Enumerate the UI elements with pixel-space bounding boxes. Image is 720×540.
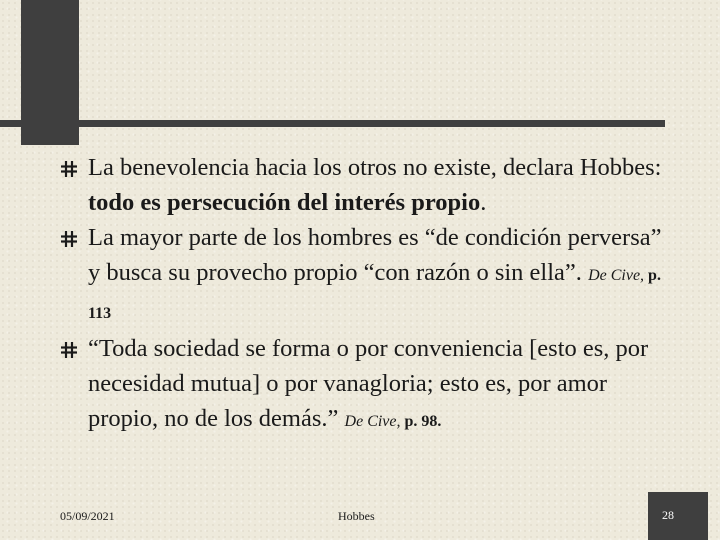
bullet-text: “Toda sociedad se forma o por conveniencia [esto es, por necesidad mutua] o por vanagloria; esto es, por amor propio, no de los demás.” <box>88 335 649 432</box>
hash-bullet-icon <box>60 230 78 248</box>
bullet-text: La mayor parte de los hombres es “de condición perversa” y busca su provecho propio “con razón o sin ella”. <box>88 224 662 286</box>
bullet-item <box>60 220 670 331</box>
citation-page: p. 113 <box>88 267 661 322</box>
footer-date: 05/09/2021 <box>60 509 115 523</box>
citation-title: De Cive, <box>344 413 401 430</box>
citation-page: p. 98. <box>400 413 442 430</box>
footer-title: Hobbes <box>338 509 375 523</box>
decorative-top-rule <box>0 120 665 127</box>
page-number-box <box>648 492 708 540</box>
bullet-item <box>60 331 670 439</box>
hash-bullet-icon <box>60 160 78 178</box>
citation-title: De Cive, <box>588 267 645 284</box>
slide-body <box>60 150 670 439</box>
citation <box>345 413 442 430</box>
bullet-text: La benevolencia hacia los otros no existe, declara Hobbes: <box>88 154 662 181</box>
bullet-text-bold: todo es persecución del interés propio <box>88 189 481 216</box>
hash-bullet-icon <box>60 341 78 359</box>
page-number: 28 <box>662 508 674 522</box>
bullet-item <box>60 150 670 220</box>
bullet-text-end: . <box>480 189 487 216</box>
